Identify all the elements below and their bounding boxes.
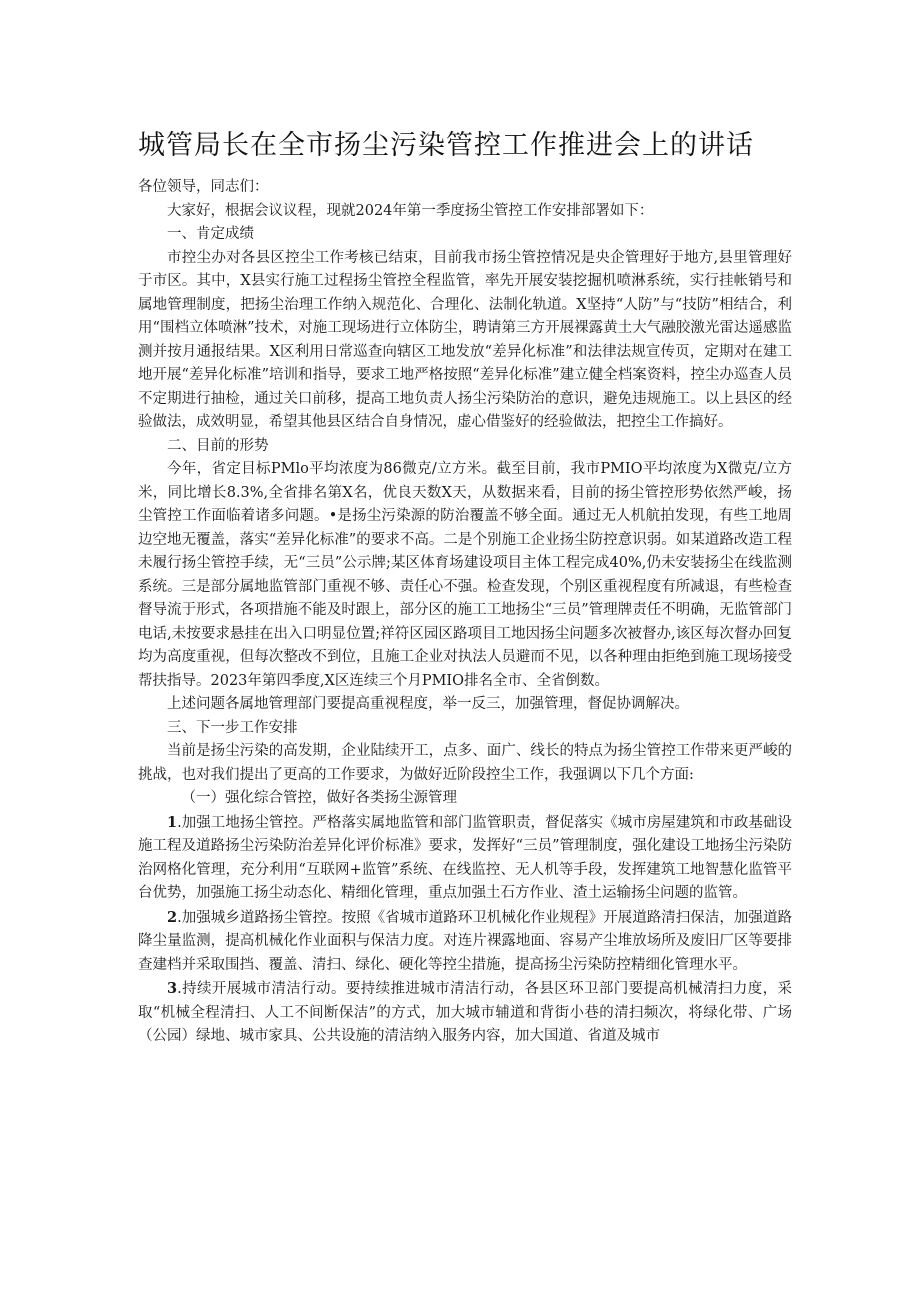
section-1-paragraph: 市控尘办对各县区控尘工作考核已结束，目前我市扬尘管控情况是央企管理好于地方,县里管理好于市区。其中，X县实行施工过程扬尘管控全程监管，率先开展安装挖掘机喷淋系统，实行挂帐销号和属地管理制度，把扬尘治理工作纳入规范化、合理化、法制化轨道。X坚持“人防”与“技防”相结合，利用“围档立体喷淋”技术，对施工现场进行立体防尘，聘请第三方开展裸露黄土大气融胶激光雷达遥感监测并按月通报结果。X区利用日常巡查向辖区工地发放“差异化标准”和法律法规宣传页，定期对在建工地开展“差异化标准”培训和指导，要求工地严格按照“差异化标准”建立健全档案资料，控尘办巡查人员不定期进行抽检，通过关口前移，提高工地负责人扬尘污染防治的意识，避免违规施工。以上县区的经验做法，成效明显，希望其他县区结合自身情况，虚心借鉴好的经验做法，把控尘工作搞好。	[138, 249, 792, 430]
document-body	[138, 176, 792, 1049]
list-item-3	[138, 977, 792, 1049]
section-heading-1: 一、肯定成绩	[167, 226, 254, 242]
salutation: 各位领导，同志们：	[138, 179, 269, 195]
intro-paragraph: 大家好，根据会议议程，现就2024年第一季度扬尘管控工作安排部署如下：	[167, 202, 654, 219]
section-2-paragraph-1: 今年，省定目标PMlo平均浓度为86微克/立方米。截至目前，我市PMIO平均浓度为X微克/立方米，同比增长8.3%,全省排名第X名，优良天数X天，从数据来看，目前的扬尘管控形势依然严峻，扬尘管控工作面临着诸多问题。•是扬尘污染源的防治覆盖不够全面。通过无人机航拍发现，有些工地周边空地无覆盖，落实“差异化标准”的要求不高。二是个别施工企业扬尘防控意识弱。如某道路改造工程未履行扬尘管控手续，无“三员”公示牌;某区体育场建设项目主体工程完成40%,仍未安装扬尘在线监测系统。三是部分属地监管部门重视不够、责任心不强。检查发现，个别区重视程度有所减退，有些检查督导流于形式，各项措施不能及时跟上，部分区的施工工地扬尘“三员”管理牌责任不明确，无监管部门电话,未按要求悬挂在出入口明显位置;祥符区园区路项目工地因扬尘问题多次被督办,该区每次督办回复均为高度重视，但每次整改不到位，且施工企业对执法人员避而不见，以各种理由拒绝到施工现场接受帮扶指导。2023年第四季度,X区连续三个月PMIO排名全市、全省倒数。	[138, 461, 792, 689]
list-item-1-number: 1	[167, 813, 178, 831]
section-heading-2: 二、目前的形势	[167, 437, 269, 454]
list-item-3-text: .持续开展城市清洁行动。要持续推进城市清洁行动，各县区环卫部门要提高机械清扫力度，采取“机械全程清扫、人工不间断保洁”的方式，加大城市辅道和背街小巷的清扫频次，将绿化带、广场（公园）绿地、城市家具、公共设施的清洁纳入服务内容，加大国道、省道及城市	[138, 981, 792, 1044]
list-item-2	[138, 906, 792, 978]
section-2-paragraph-2: 上述问题各属地管理部门要提高重视程度，举一反三，加强管理，督促协调解决。	[167, 696, 689, 712]
section-3-paragraph: 当前是扬尘污染的高发期，企业陆续开工，点多、面广、线长的特点为扬尘管控工作带来更严峻的挑战，也对我们提出了更高的工作要求，为做好近阶段控尘工作，我强调以下几个方面:	[138, 743, 792, 783]
list-item-2-number: 2	[167, 908, 178, 926]
list-item-3-number: 3	[167, 980, 178, 997]
list-item-1	[138, 811, 792, 906]
section-heading-3: 三、下一步工作安排	[167, 719, 298, 736]
list-item-2-text: .加强城乡道路扬尘管控。按照《省城市道路环卫机械化作业规程》开展道路清扫保洁，加强道路降尘量监测，提高机械化作业面积与保洁力度。对连片裸露地面、容易产尘堆放场所及废旧厂区等要排查建档并采取围挡、覆盖、清扫、绿化、硬化等控尘措施，提高扬尘污染防控精细化管理水平。	[138, 909, 792, 973]
document-title: 城管局长在全市扬尘污染管控工作推进会上的讲话	[138, 130, 754, 161]
list-item-1-text: .加强工地扬尘管控。严格落实属地监管和部门监管职责，督促落实《城市房屋建筑和市政基础设施工程及道路扬尘污染防治差异化评价标准》要求，发挥好“三员”管理制度，强化建设工地扬尘污染防治网格化管理，充分利用“互联网+监管”系统、在线监控、无人机等手段，发挥建筑工地智慧化监管平台优势，加强施工扬尘动态化、精细化管理，重点加强土石方作业、渣土运输扬尘问题的监管。	[138, 814, 792, 901]
subsection-heading-1: （一）强化综合管控，做好各类扬尘源管理	[181, 790, 457, 806]
